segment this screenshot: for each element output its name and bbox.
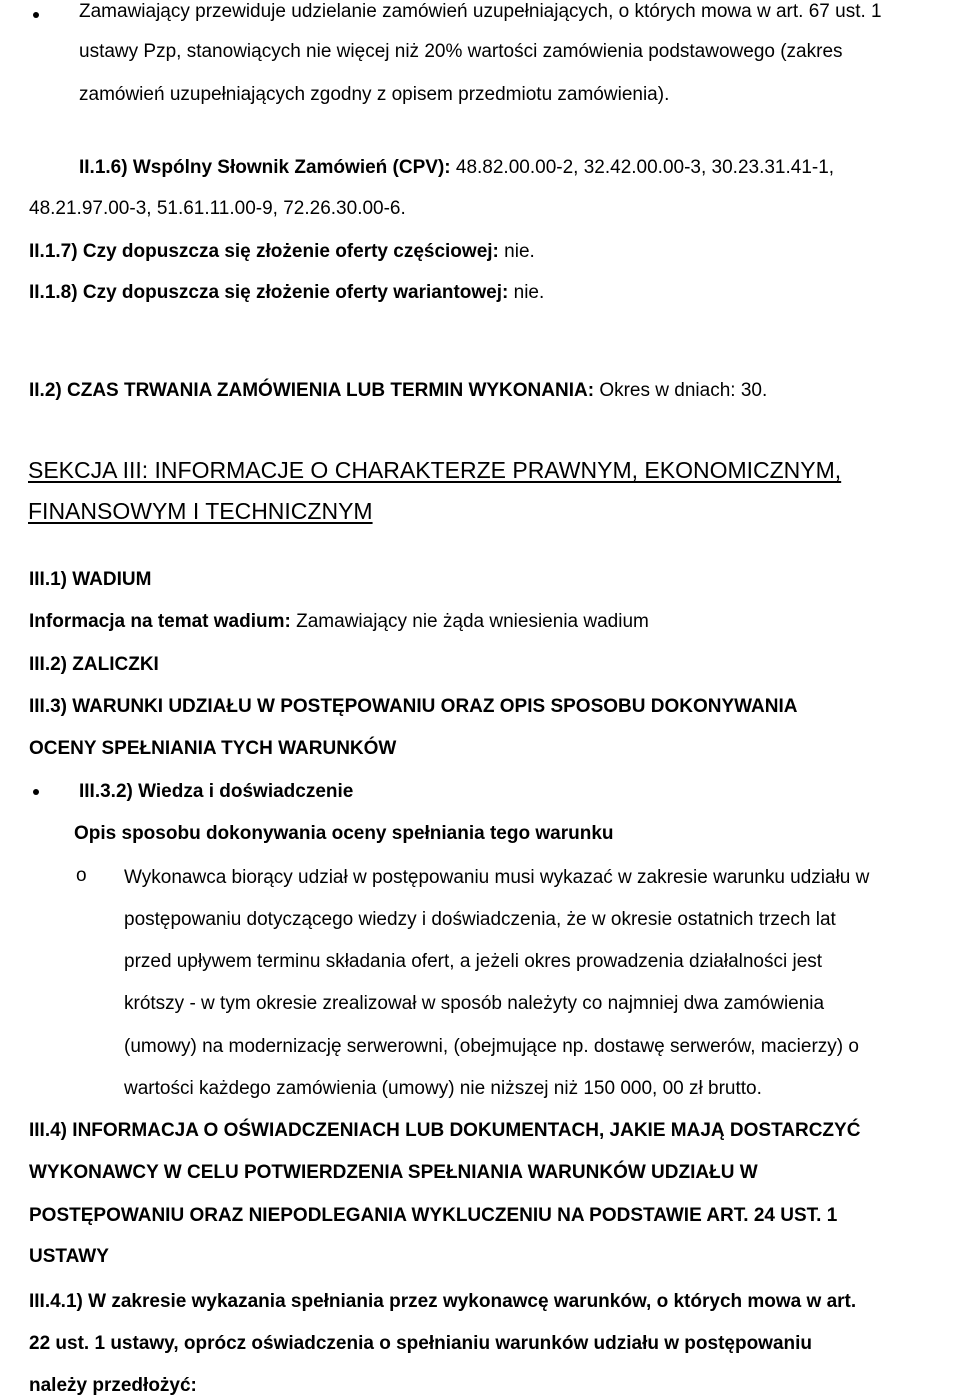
variant-offer-line bbox=[29, 281, 544, 305]
cpv-line bbox=[79, 156, 834, 180]
section-heading: FINANSOWYM I TECHNICZNYM bbox=[28, 498, 373, 524]
iii4-heading: POSTĘPOWANIU ORAZ NIEPODLEGANIA WYKLUCZENIU NA PODSTAWIE ART. 24 UST. 1 bbox=[29, 1205, 838, 1226]
iii41-text: 22 ust. 1 ustawy, oprócz oświadczenia o spełnianiu warunków udziału w postępowaniu bbox=[29, 1333, 813, 1354]
cpv-codes-line: 48.21.97.00-3, 51.61.11.00-9, 72.26.30.00-6. bbox=[29, 198, 406, 219]
bullet-dot bbox=[33, 789, 39, 795]
partial-offer-label: II.1.7) Czy dopuszcza się złożenie oferty częściowej: bbox=[29, 241, 499, 262]
variant-offer-label: II.1.8) Czy dopuszcza się złożenie oferty wariantowej: bbox=[29, 282, 509, 303]
cpv-codes: 48.82.00.00-2, 32.42.00.00-3, 30.23.31.41-1, bbox=[455, 157, 835, 178]
warunki-heading: OCENY SPEŁNIANIA TYCH WARUNKÓW bbox=[29, 738, 397, 759]
warunki-heading: III.3) WARUNKI UDZIAŁU W POSTĘPOWANIU ORAZ OPIS SPOSOBU DOKONYWANIA bbox=[29, 696, 798, 717]
zaliczki-heading: III.2) ZALICZKI bbox=[29, 654, 159, 675]
wiedza-text-line: przed upływem terminu składania ofert, a jeżeli okres prowadzenia działalności jest bbox=[124, 951, 823, 972]
cpv-label: II.1.6) Wspólny Słownik Zamówień (CPV): bbox=[79, 157, 451, 178]
bullet-text-line: Zamawiający przewiduje udzielanie zamówień uzupełniających, o których mowa w art. 67 ust. 1 bbox=[79, 1, 882, 22]
iii41-text: III.4.1) W zakresie wykazania spełniania przez wykonawcę warunków, o których mowa w art. bbox=[29, 1291, 857, 1312]
variant-offer-value: nie. bbox=[513, 282, 545, 303]
bullet-dot bbox=[33, 12, 39, 18]
wiedza-text-line: krótszy - w tym okresie zrealizował w sposób należyty co najmniej dwa zamówienia bbox=[124, 993, 825, 1014]
wiedza-heading: III.3.2) Wiedza i doświadczenie bbox=[79, 781, 354, 802]
wiedza-text-line: Wykonawca biorący udział w postępowaniu musi wykazać w zakresie warunku udziału w bbox=[124, 867, 870, 888]
iii4-heading: III.4) INFORMACJA O OŚWIADCZENIACH LUB DOKUMENTACH, JAKIE MAJĄ DOSTARCZYĆ bbox=[29, 1120, 861, 1141]
bullet-text-line: zamówień uzupełniających zgodny z opisem przedmiotu zamówienia). bbox=[79, 84, 670, 105]
duration-value: Okres w dniach: 30. bbox=[599, 380, 768, 401]
partial-offer-line bbox=[29, 240, 535, 264]
wadium-label: Informacja na temat wadium: bbox=[29, 611, 291, 632]
bullet-o: o bbox=[76, 865, 87, 886]
iii41-text: należy przedłożyć: bbox=[29, 1375, 197, 1396]
wadium-heading: III.1) WADIUM bbox=[29, 569, 152, 590]
iii4-heading: WYKONAWCY W CELU POTWIERDZENIA SPEŁNIANIA WARUNKÓW UDZIAŁU W bbox=[29, 1162, 758, 1183]
duration-label: II.2) CZAS TRWANIA ZAMÓWIENIA LUB TERMIN WYKONANIA: bbox=[29, 380, 595, 401]
bullet-text-line: ustawy Pzp, stanowiących nie więcej niż 20% wartości zamówienia podstawowego (zakres bbox=[79, 41, 843, 62]
duration-line bbox=[29, 379, 767, 403]
wadium-value: Zamawiający nie żąda wniesienia wadium bbox=[296, 611, 649, 632]
partial-offer-value: nie. bbox=[504, 241, 535, 262]
section-heading: SEKCJA III: INFORMACJE O CHARAKTERZE PRAWNYM, EKONOMICZNYM, bbox=[28, 457, 842, 483]
wadium-line bbox=[29, 610, 649, 634]
wiedza-text-line: (umowy) na modernizację serwerowni, (obejmujące np. dostawę serwerów, macierzy) o bbox=[124, 1036, 859, 1057]
iii4-heading: USTAWY bbox=[29, 1246, 109, 1267]
wiedza-text-line: postępowaniu dotyczącego wiedzy i doświadczenia, że w okresie ostatnich trzech lat bbox=[124, 909, 836, 930]
wiedza-text-line: wartości każdego zamówienia (umowy) nie niższej niż 150 000, 00 zł brutto. bbox=[124, 1078, 762, 1099]
wiedza-opis: Opis sposobu dokonywania oceny spełniania tego warunku bbox=[74, 823, 614, 844]
